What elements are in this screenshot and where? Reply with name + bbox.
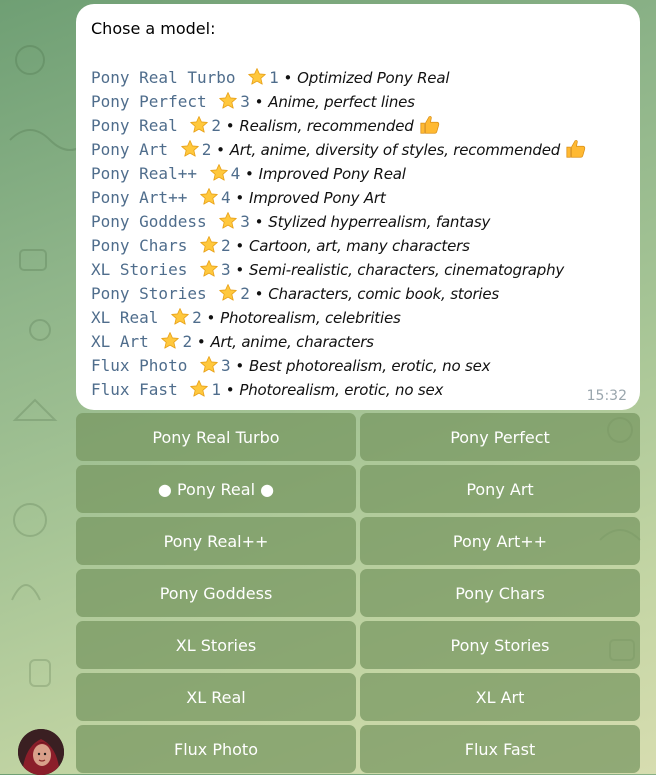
model-level: 2 [220,236,231,255]
model-level: 3 [240,92,250,111]
keyboard-button-label: Pony Stories [450,635,550,655]
star-emoji-icon [188,379,210,399]
keyboard-button-label: XL Stories [175,635,257,655]
keyboard-button[interactable] [360,413,640,461]
star-emoji-icon [159,331,181,351]
separator-dot: • [220,381,240,399]
model-level: 2 [240,284,250,303]
model-level: 2 [201,140,212,159]
separator-dot: • [220,117,240,135]
model-line [91,282,626,306]
keyboard-button[interactable] [76,465,356,513]
model-line [91,90,626,114]
model-description: Stylized hyperrealism, fantasy [268,213,491,231]
model-description: Cartoon, art, many characters [249,237,470,255]
model-line [91,162,626,186]
message-title: Chose a model: [91,19,216,38]
model-level: 3 [240,212,250,231]
model-name: XL Art [91,332,159,351]
separator-dot: • [249,213,269,231]
separator-dot: • [230,237,249,255]
star-emoji-icon [169,307,191,327]
keyboard-button[interactable] [360,517,640,565]
separator-dot: • [211,141,230,159]
star-emoji-icon [198,259,220,279]
model-name: Pony Real++ [91,164,207,183]
model-level: 2 [192,308,202,327]
star-emoji-icon [198,355,220,375]
model-name: XL Stories [91,260,197,279]
keyboard-button[interactable] [360,569,640,617]
star-emoji-icon [208,163,230,183]
separator-dot: • [201,309,221,327]
star-emoji-icon [217,91,239,111]
separator-dot: • [230,261,249,279]
model-level: 3 [220,356,231,375]
keyboard-button-label: XL Art [475,687,525,707]
model-line [91,138,626,162]
keyboard-button-label: Pony Perfect [450,427,550,447]
model-line [91,258,626,282]
model-name: Pony Perfect [91,92,217,111]
star-emoji-icon [198,235,220,255]
separator-dot: • [249,285,269,303]
keyboard-button[interactable] [76,725,356,773]
keyboard-button[interactable] [76,673,356,721]
keyboard-button-label: Pony Art++ [452,531,548,551]
model-name: Pony Real [91,116,188,135]
model-description: Characters, comic book, stories [268,285,500,303]
model-line [91,210,626,234]
model-name: XL Real [91,308,169,327]
star-emoji-icon [246,67,268,87]
model-name: Flux Fast [91,380,188,399]
model-description: Optimized Pony Real [297,69,450,87]
model-name: Flux Photo [91,356,197,375]
model-level: 4 [230,164,241,183]
model-level: 2 [182,332,193,351]
model-name: Pony Art++ [91,188,197,207]
keyboard-button[interactable] [76,413,356,461]
keyboard-button[interactable] [76,569,356,617]
bot-avatar[interactable] [18,729,64,775]
model-name: Pony Art [91,140,178,159]
keyboard-button-label: XL Real [186,687,246,707]
model-description: Photorealism, erotic, no sex [239,381,444,399]
keyboard-button-label: Flux Fast [464,739,536,759]
model-line [91,354,626,378]
star-emoji-icon [217,283,239,303]
model-line [91,234,626,258]
separator-dot: • [278,69,298,87]
model-level: 1 [211,380,221,399]
keyboard-button[interactable] [360,621,640,669]
thumbs-up-emoji-icon [564,138,588,160]
separator-dot: • [230,189,249,207]
model-line [91,306,626,330]
keyboard-button-label: Pony Real Turbo [152,427,280,447]
model-description: Improved Pony Real [258,165,406,183]
model-line [91,186,626,210]
model-line [91,66,626,90]
model-line [91,114,626,138]
star-emoji-icon [217,211,239,231]
bot-message-bubble [76,4,640,410]
separator-dot: • [249,93,269,111]
avatar-image [18,729,64,775]
model-line [91,330,626,354]
model-description: Photorealism, celebrities [220,309,401,327]
keyboard-button[interactable] [76,517,356,565]
model-description: Art, anime, diversity of styles, recommended [229,141,561,159]
star-emoji-icon [198,187,220,207]
keyboard-button[interactable] [360,673,640,721]
model-level: 4 [220,188,231,207]
keyboard-button[interactable] [360,725,640,773]
keyboard-button-label: Pony Chars [455,583,545,603]
message-timestamp: 15:32 [586,388,627,404]
separator-dot: • [192,333,211,351]
model-description: Best photorealism, erotic, no sex [249,357,491,375]
keyboard-button-label: ● Pony Real ● [157,479,275,499]
keyboard-button[interactable] [360,465,640,513]
keyboard-button-label: Pony Real++ [163,531,269,551]
model-level: 1 [269,68,279,87]
star-emoji-icon [188,115,210,135]
keyboard-button[interactable] [76,621,356,669]
model-description: Semi-realistic, characters, cinematography [249,261,565,279]
model-description: Anime, perfect lines [268,93,415,111]
model-description: Art, anime, characters [210,333,374,351]
separator-dot: • [240,165,259,183]
keyboard-button-label: Pony Art [466,479,534,499]
model-level: 2 [211,116,221,135]
keyboard-button-label: Pony Goddess [159,583,273,603]
separator-dot: • [230,357,249,375]
model-name: Pony Real Turbo [91,68,246,87]
model-description: Improved Pony Art [249,189,386,207]
model-name: Pony Stories [91,284,217,303]
model-description: Realism, recommended [239,117,414,135]
model-name: Pony Goddess [91,212,217,231]
model-level: 3 [220,260,231,279]
star-emoji-icon [179,139,201,159]
model-list [91,66,626,402]
model-name: Pony Chars [91,236,197,255]
model-line [91,378,626,402]
keyboard-button-label: Flux Photo [174,739,258,759]
thumbs-up-emoji-icon [418,114,442,136]
